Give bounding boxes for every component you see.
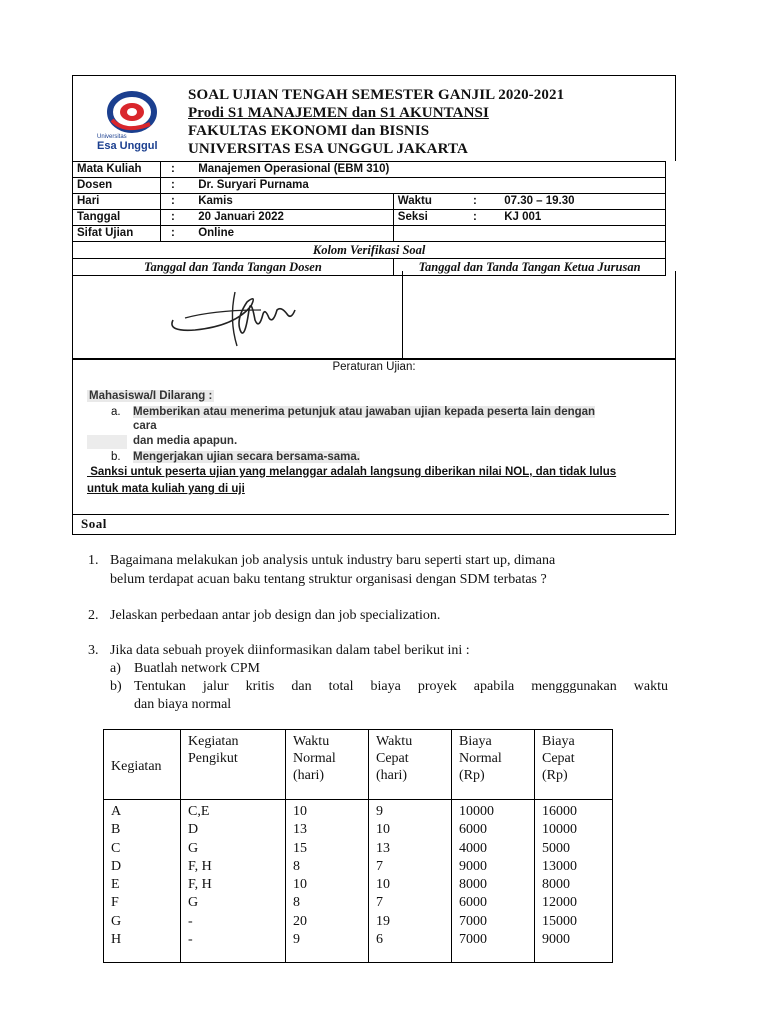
- table-cell-value: 7000: [459, 932, 487, 948]
- table-cell-value: G: [111, 913, 122, 929]
- table-cell-value: 7: [376, 858, 383, 874]
- table-cell-value: F: [111, 895, 119, 911]
- table-header-text: (hari): [376, 768, 408, 783]
- table-header-text: (Rp): [542, 768, 568, 783]
- table-header-text: Kegiatan: [111, 758, 162, 774]
- table-header-cell: [104, 730, 181, 800]
- table-header-text: Biaya: [542, 734, 575, 749]
- header-university: UNIVERSITAS ESA UNGGUL JAKARTA: [188, 141, 468, 157]
- rule-a-shading: [87, 435, 127, 449]
- table-cell-value: 10: [293, 804, 307, 819]
- exam-info-table: [72, 161, 666, 276]
- value-tanggal: 20 Januari 2022: [198, 211, 284, 223]
- label-tanggal: Tanggal: [73, 210, 161, 226]
- logo-brand-text: Esa Unggul: [97, 140, 158, 152]
- table-cell-value: 13: [293, 822, 307, 838]
- colon: :: [171, 163, 175, 175]
- label-mata-kuliah: Mata Kuliah: [73, 162, 161, 178]
- rule-a-line1: Memberikan atau menerima petunjuk atau jawaban ujian kepada peserta lain dengan: [133, 406, 596, 418]
- table-cell-value: 10: [376, 822, 390, 838]
- table-header-text: Waktu: [293, 734, 330, 749]
- column-biaya-cepat: [535, 800, 613, 963]
- table-header-cell: [181, 730, 286, 800]
- table-cell-value: D: [111, 858, 122, 874]
- table-header-text: Cepat: [542, 751, 575, 766]
- project-activity-table: [103, 729, 613, 963]
- q3a-text: Buatlah network CPM: [134, 661, 260, 676]
- table-header-text: (hari): [293, 768, 325, 783]
- label-hari: Hari: [73, 194, 161, 210]
- table-cell-value: 9: [376, 804, 383, 819]
- university-logo: [95, 90, 165, 152]
- table-cell-value: 7000: [459, 913, 487, 929]
- table-cell-value: 10000: [459, 804, 494, 819]
- table-cell-value: G: [188, 895, 199, 911]
- value-seksi: KJ 001: [504, 211, 542, 223]
- colon: :: [171, 195, 175, 207]
- logo-small-text: Universitas: [97, 134, 127, 140]
- q3a-marker: a): [110, 661, 121, 676]
- lecturer-signature-icon: [165, 280, 305, 350]
- table-cell-value: 20: [293, 913, 307, 929]
- signature-area: [72, 271, 676, 359]
- label-dosen: Dosen: [73, 178, 161, 194]
- table-header-cell: [369, 730, 452, 800]
- colon: :: [171, 179, 175, 191]
- table-cell-value: A: [111, 804, 122, 819]
- table-cell-value: -: [188, 913, 193, 929]
- header-title: SOAL UJIAN TENGAH SEMESTER GANJIL 2020-2021: [188, 87, 565, 103]
- value-mata-kuliah: Manajemen Operasional (EBM 310): [198, 163, 390, 175]
- table-cell-value: C,E: [188, 804, 210, 819]
- rule-a-marker: a.: [111, 406, 121, 418]
- q3b-line2: dan biaya normal: [134, 697, 232, 712]
- verification-title: Kolom Verifikasi Soal: [73, 242, 666, 259]
- table-cell-value: 19: [376, 913, 390, 929]
- verification-head-heading: Tanggal dan Tanda Tangan Ketua Jurusan: [393, 259, 666, 276]
- table-cell-value: 15: [293, 840, 307, 856]
- table-cell-value: 10000: [542, 822, 577, 838]
- sanction-line1: Sanksi untuk peserta ujian yang melanggar adalah langsung diberikan nilai NOL, dan tidak lulus: [87, 466, 617, 478]
- table-cell-value: 16000: [542, 804, 577, 819]
- table-header-cell: [286, 730, 369, 800]
- table-cell-value: G: [188, 840, 199, 856]
- table-cell-value: 8000: [542, 877, 570, 893]
- rule-b-marker: b.: [111, 451, 121, 463]
- colon: :: [473, 195, 477, 207]
- q3-line1: Jika data sebuah proyek diinformasikan dalam tabel berikut ini :: [110, 643, 470, 658]
- column-kegiatan: [104, 800, 181, 963]
- table-cell-value: 6000: [459, 822, 487, 838]
- column-biaya-normal: [452, 800, 535, 963]
- column-waktu-normal: [286, 800, 369, 963]
- table-header-text: Cepat: [376, 751, 409, 766]
- table-header-text: Pengikut: [188, 751, 238, 766]
- rules-title: Peraturan Ujian:: [332, 361, 416, 373]
- rule-a-line2: cara: [133, 420, 157, 432]
- q3-number: 3.: [88, 643, 99, 658]
- table-cell-value: 9: [293, 932, 300, 948]
- label-sifat-ujian: Sifat Ujian: [73, 226, 161, 242]
- table-cell-value: 12000: [542, 895, 577, 911]
- rule-b-line1: Mengerjakan ujian secara bersama-sama.: [133, 451, 360, 463]
- header-program: Prodi S1 MANAJEMEN dan S1 AKUNTANSI: [188, 105, 489, 121]
- table-cell-value: 10: [376, 877, 390, 893]
- table-header-text: Normal: [459, 751, 502, 766]
- verification-lecturer-heading: Tanggal dan Tanda Tangan Dosen: [73, 259, 394, 276]
- table-header-text: Normal: [293, 751, 336, 766]
- header-faculty: FAKULTAS EKONOMI dan BISNIS: [188, 123, 430, 139]
- table-cell-value: -: [188, 932, 193, 948]
- column-pengikut: [181, 800, 286, 963]
- value-dosen: Dr. Suryari Purnama: [198, 179, 309, 191]
- q1-line2: belum terdapat acuan baku tentang struktur organisasi dengan SDM terbatas ?: [110, 572, 547, 587]
- q2-line1: Jelaskan perbedaan antar job design dan job specialization.: [110, 608, 441, 623]
- colon: :: [473, 211, 477, 223]
- table-cell-value: 13: [376, 840, 390, 856]
- label-waktu: Waktu: [397, 195, 432, 207]
- esa-unggul-logo-icon: [95, 90, 165, 136]
- value-hari: Kamis: [198, 195, 233, 207]
- soal-divider: [73, 514, 669, 515]
- table-cell-value: D: [188, 822, 199, 838]
- exam-header: [72, 75, 676, 161]
- label-seksi: Seksi: [397, 211, 428, 223]
- column-waktu-cepat: [369, 800, 452, 963]
- table-cell-value: 9000: [542, 932, 570, 948]
- table-cell-value: F, H: [188, 858, 212, 874]
- table-cell-value: H: [111, 932, 122, 948]
- table-cell-value: 10: [293, 877, 307, 893]
- table-cell-value: C: [111, 840, 121, 856]
- table-cell-value: E: [111, 877, 120, 893]
- table-cell-value: 6: [376, 932, 383, 948]
- table-cell-value: 8: [293, 895, 300, 911]
- table-header-text: Biaya: [459, 734, 492, 749]
- table-cell-value: B: [111, 822, 121, 838]
- q2-number: 2.: [88, 608, 99, 623]
- signature-divider: [402, 271, 403, 359]
- table-cell-value: F, H: [188, 877, 212, 893]
- table-cell-value: 8: [293, 858, 300, 874]
- table-cell-value: 13000: [542, 858, 577, 874]
- table-body-row: [104, 800, 613, 963]
- table-header-cell: [452, 730, 535, 800]
- q3b-line1: Tentukan jalur kritis dan total biaya proyek apabila mengggunakan waktu: [134, 679, 668, 694]
- table-cell-value: 6000: [459, 895, 487, 911]
- exam-rules-box: [72, 359, 676, 535]
- table-cell-value: 8000: [459, 877, 487, 893]
- rules-prohibited-heading: Mahasiswa/I Dilarang :: [89, 390, 213, 402]
- table-cell-value: 4000: [459, 840, 487, 856]
- table-header-text: (Rp): [459, 768, 485, 783]
- q1-line1: Bagaimana melakukan job analysis untuk industry baru seperti start up, dimana: [110, 553, 556, 568]
- colon: :: [171, 211, 175, 223]
- table-cell-value: 5000: [542, 840, 570, 856]
- q1-number: 1.: [88, 553, 99, 568]
- table-cell-value: 9000: [459, 858, 487, 874]
- soal-label: Soal: [81, 516, 107, 531]
- colon: :: [171, 227, 175, 239]
- q3b-marker: b): [110, 679, 122, 694]
- value-sifat-ujian: Online: [198, 227, 234, 239]
- table-cell-value: 7: [376, 895, 383, 911]
- value-waktu: 07.30 – 19.30: [504, 195, 575, 207]
- table-cell-value: 15000: [542, 913, 577, 929]
- table-header-text: Waktu: [376, 734, 413, 749]
- table-header-cell: [535, 730, 613, 800]
- table-header-row: [104, 730, 613, 800]
- sanction-line2: untuk mata kuliah yang di uji: [87, 483, 245, 495]
- table-header-text: Kegiatan: [188, 734, 239, 749]
- rule-a-line3: dan media apapun.: [133, 435, 238, 447]
